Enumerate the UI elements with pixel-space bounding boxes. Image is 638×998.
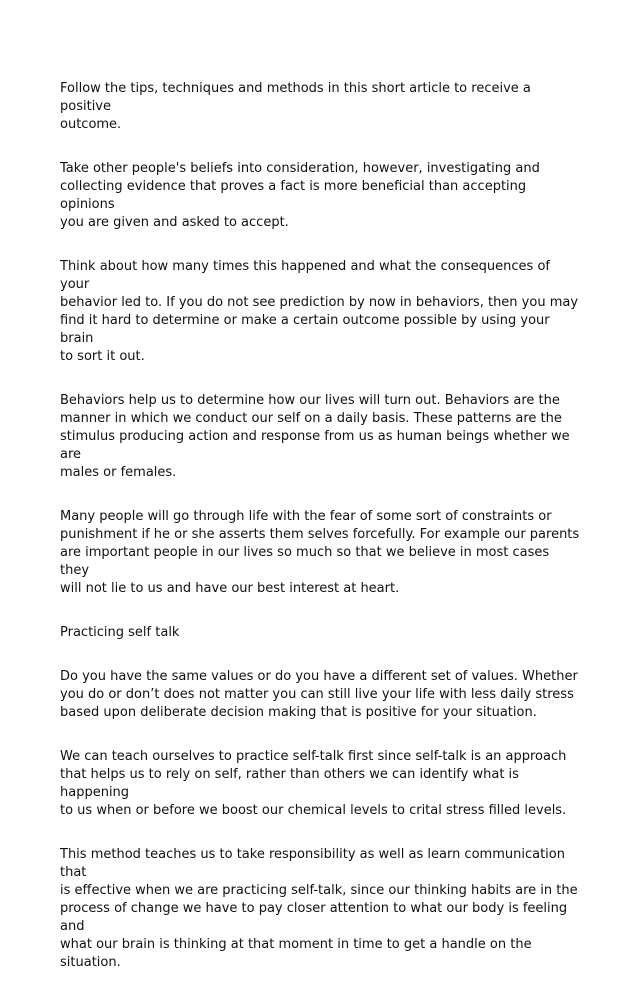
- paragraph-fear: Many people will go through life with the fear of some sort of constraints or punishment if he or she asserts them selves forcefully. For example our parents are important people in our lives so much so that we believe in most cases they will not lie to us and have our best interest at heart.: [60, 509, 580, 596]
- document-body: [60, 80, 580, 998]
- paragraph-responsibility: This method teaches us to take responsibility as well as learn communication that is effective when we are practicing self-talk, since our thinking habits are in the process of change we have to pay closer attention to what our body is feeling and what our brain is thinking at that moment in time to get a handle on the situation.: [60, 847, 578, 970]
- paragraph-values: Do you have the same values or do you have a different set of values. Whether you do or don’t does not matter you can still live your life with less daily stress based upon deliberate decision making that is positive for your situation.: [60, 669, 578, 720]
- paragraph-behaviors: Behaviors help us to determine how our lives will turn out. Behaviors are the manner in which we conduct our self on a daily basis. These patterns are the stimulus producing action and response from us as human beings whether we are males or females.: [60, 393, 570, 480]
- paragraph-intro: Follow the tips, techniques and methods in this short article to receive a positive outcome.: [60, 81, 531, 132]
- paragraph-consequences: Think about how many times this happened and what the consequences of your behavior led to. If you do not see prediction by now in behaviors, then you may find it hard to determine or make a certain outcome possible by using your brain to sort it out.: [60, 259, 579, 364]
- paragraph-beliefs: Take other people's beliefs into consideration, however, investigating and collecting evidence that proves a fact is more beneficial than accepting opinions you are given and asked to accept.: [60, 161, 540, 230]
- section-heading-self-talk: Practicing self talk: [60, 625, 180, 640]
- paragraph-self-talk-approach: We can teach ourselves to practice self-talk first since self-talk is an approach that helps us to rely on self, rather than others we can identify what is happening to us when or before we boost our chemical levels to crital stress filled levels.: [60, 749, 567, 818]
